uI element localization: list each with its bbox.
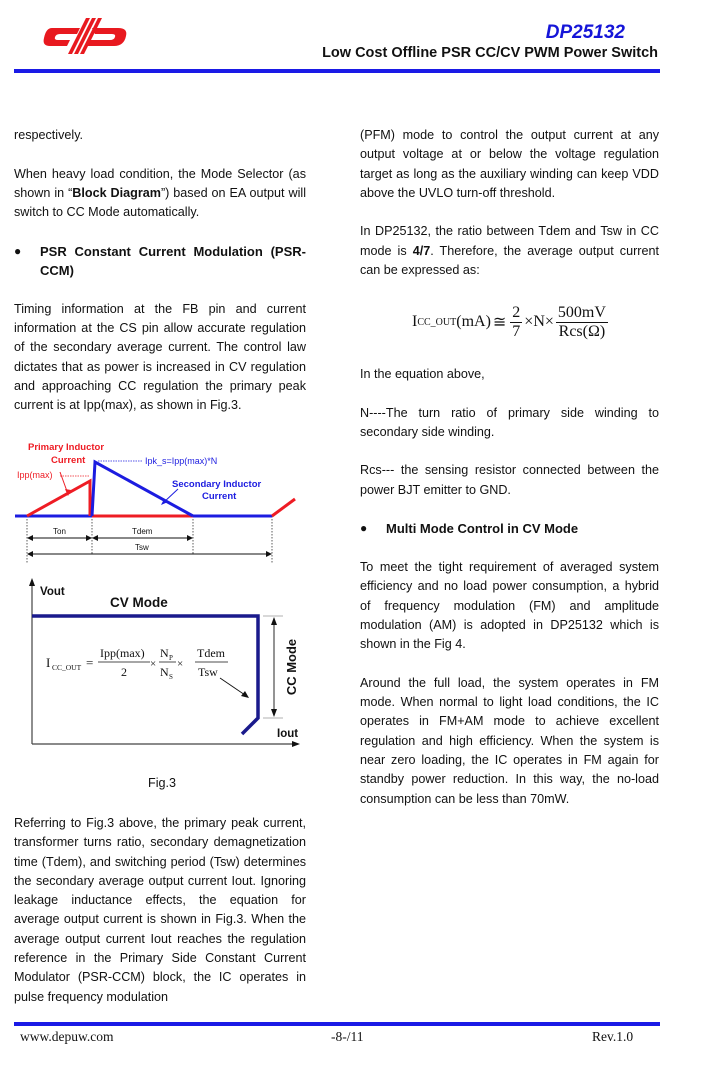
svg-text:=: = [86, 655, 94, 670]
ipp-max-label: Ipp(max) [17, 470, 53, 480]
footer-revision: Rev.1.0 [592, 1029, 634, 1044]
paragraph: To meet the tight requirement of averaged system efficiency and no load power consumption, a hybrid of frequency modulation (FM) and amplitude modulation (AM) is adopted in DP25132 which is shown in the Fig 4. [360, 559, 659, 652]
cv-mode-label: CV Mode [110, 595, 168, 610]
section-heading-psr-ccm: ● PSR Constant Current Modulation (PSR-CCM) [14, 242, 306, 281]
svg-text:I: I [46, 655, 51, 670]
svg-text:N: N [160, 665, 169, 679]
bullet-icon: ● [14, 243, 22, 258]
footer-website: www.depuw.com [20, 1029, 114, 1044]
paragraph: Around the full load, the system operates in FM mode. When normal to light load conditions, the IC operates in FM+AM mode to achieve excellent regulation and high efficiency. When the system is near zero loading, the IC operates in FM again for standby power reduction. In this way, the no-load consumption can be less than 70mW. [360, 675, 659, 806]
svg-text:CC_OUT: CC_OUT [52, 663, 82, 672]
paragraph: In the equation above, [360, 367, 485, 381]
part-number: DP25132 [545, 22, 625, 43]
paragraph: Referring to Fig.3 above, the primary peak current, transformer turns ratio, secondary demagnetization time (Tdem), and switching period (Tsw) determines the secondary average output current Iout. Ignoring leakage inductance effects, the equation for average output current is shown in Fig.3. When the average output current Iout reaches the regulation reference in the Primary Side Constant Current Modulator (PSR-CCM) block, the IC operates in pulse frequency modulation [14, 816, 306, 1004]
left-column-bottom [14, 814, 306, 1026]
icc-out-equation [46, 646, 228, 681]
tsw-label: Tsw [135, 543, 149, 552]
figure3-caption: Fig.3 [148, 776, 176, 790]
svg-text:Tsw: Tsw [198, 665, 218, 679]
figure3-cccv-plot [20, 574, 310, 754]
ratio-value: 4/7 [412, 243, 431, 258]
dp-logo-icon [40, 16, 130, 56]
svg-text:2: 2 [121, 665, 127, 679]
primary-current-label: Primary Inductor [28, 442, 105, 453]
paragraph: In DP25132, the ratio between Tdem and Tsw in CC mode is 4/7. Therefore, the average output current can be expressed as: [360, 224, 659, 278]
svg-text:×: × [177, 658, 184, 670]
svg-text:S: S [169, 673, 173, 681]
secondary-current-label: Secondary Inductor [172, 479, 262, 490]
left-column [14, 126, 306, 435]
ipk-label: Ipk_s=Ipp(max)*N [145, 456, 218, 466]
company-logo [40, 16, 130, 56]
bullet-icon: ● [360, 521, 368, 536]
header-divider [14, 69, 660, 73]
footer-divider [14, 1022, 660, 1026]
svg-text:Tdem: Tdem [197, 646, 225, 660]
section-heading-multi-mode: ● Multi Mode Control in CV Mode [360, 519, 659, 538]
svg-text:Current: Current [51, 455, 86, 466]
output-current-equation: I CC_OUT (mA) ≅ $\frac{2}{7}$ × N × $\frac{500mV}{\text{Rcs(Ω)}}$ [412, 303, 606, 340]
svg-text:Current: Current [202, 491, 237, 502]
paragraph: N----The turn ratio of primary side winding to secondary side winding. [360, 405, 659, 439]
tdem-label: Tdem [132, 527, 153, 536]
svg-text:Ipp(max): Ipp(max) [100, 646, 145, 660]
document-subtitle: Low Cost Offline PSR CC/CV PWM Power Switch [322, 45, 658, 61]
paragraph: (PFM) mode to control the output current at any output voltage at or below the voltage regulation target as long as the auxiliary winding can keep VDD above the UVLO turn-off threshold. [360, 128, 659, 200]
block-diagram-ref: Block Diagram [72, 185, 161, 200]
svg-text:×: × [150, 658, 157, 670]
cc-mode-label: CC Mode [284, 638, 299, 696]
paragraph: Rcs--- the sensing resistor connected between the power BJT emitter to GND. [360, 463, 659, 497]
ton-label: Ton [53, 527, 66, 536]
paragraph: When heavy load condition, the Mode Selector (as shown in “Block Diagram”) based on EA output will switch to CC Mode automatically. [14, 166, 306, 220]
right-column-lower [360, 365, 659, 828]
svg-text:N: N [160, 646, 169, 660]
vout-axis-label: Vout [40, 586, 65, 598]
right-column [360, 126, 659, 300]
footer-page-number: -8-/11 [331, 1029, 364, 1044]
svg-text:P: P [169, 654, 173, 662]
paragraph: respectively. [14, 128, 84, 142]
figure3-waveform [10, 436, 310, 566]
paragraph: Timing information at the FB pin and current information at the CS pin allow accurate regulation of the secondary average current. The control law dictates that as power is increased in CV regulation and approaching CC regulation the primary peak current is at Ipp(max), as shown in Fig.3. [14, 301, 306, 413]
iout-axis-label: Iout [277, 728, 299, 740]
